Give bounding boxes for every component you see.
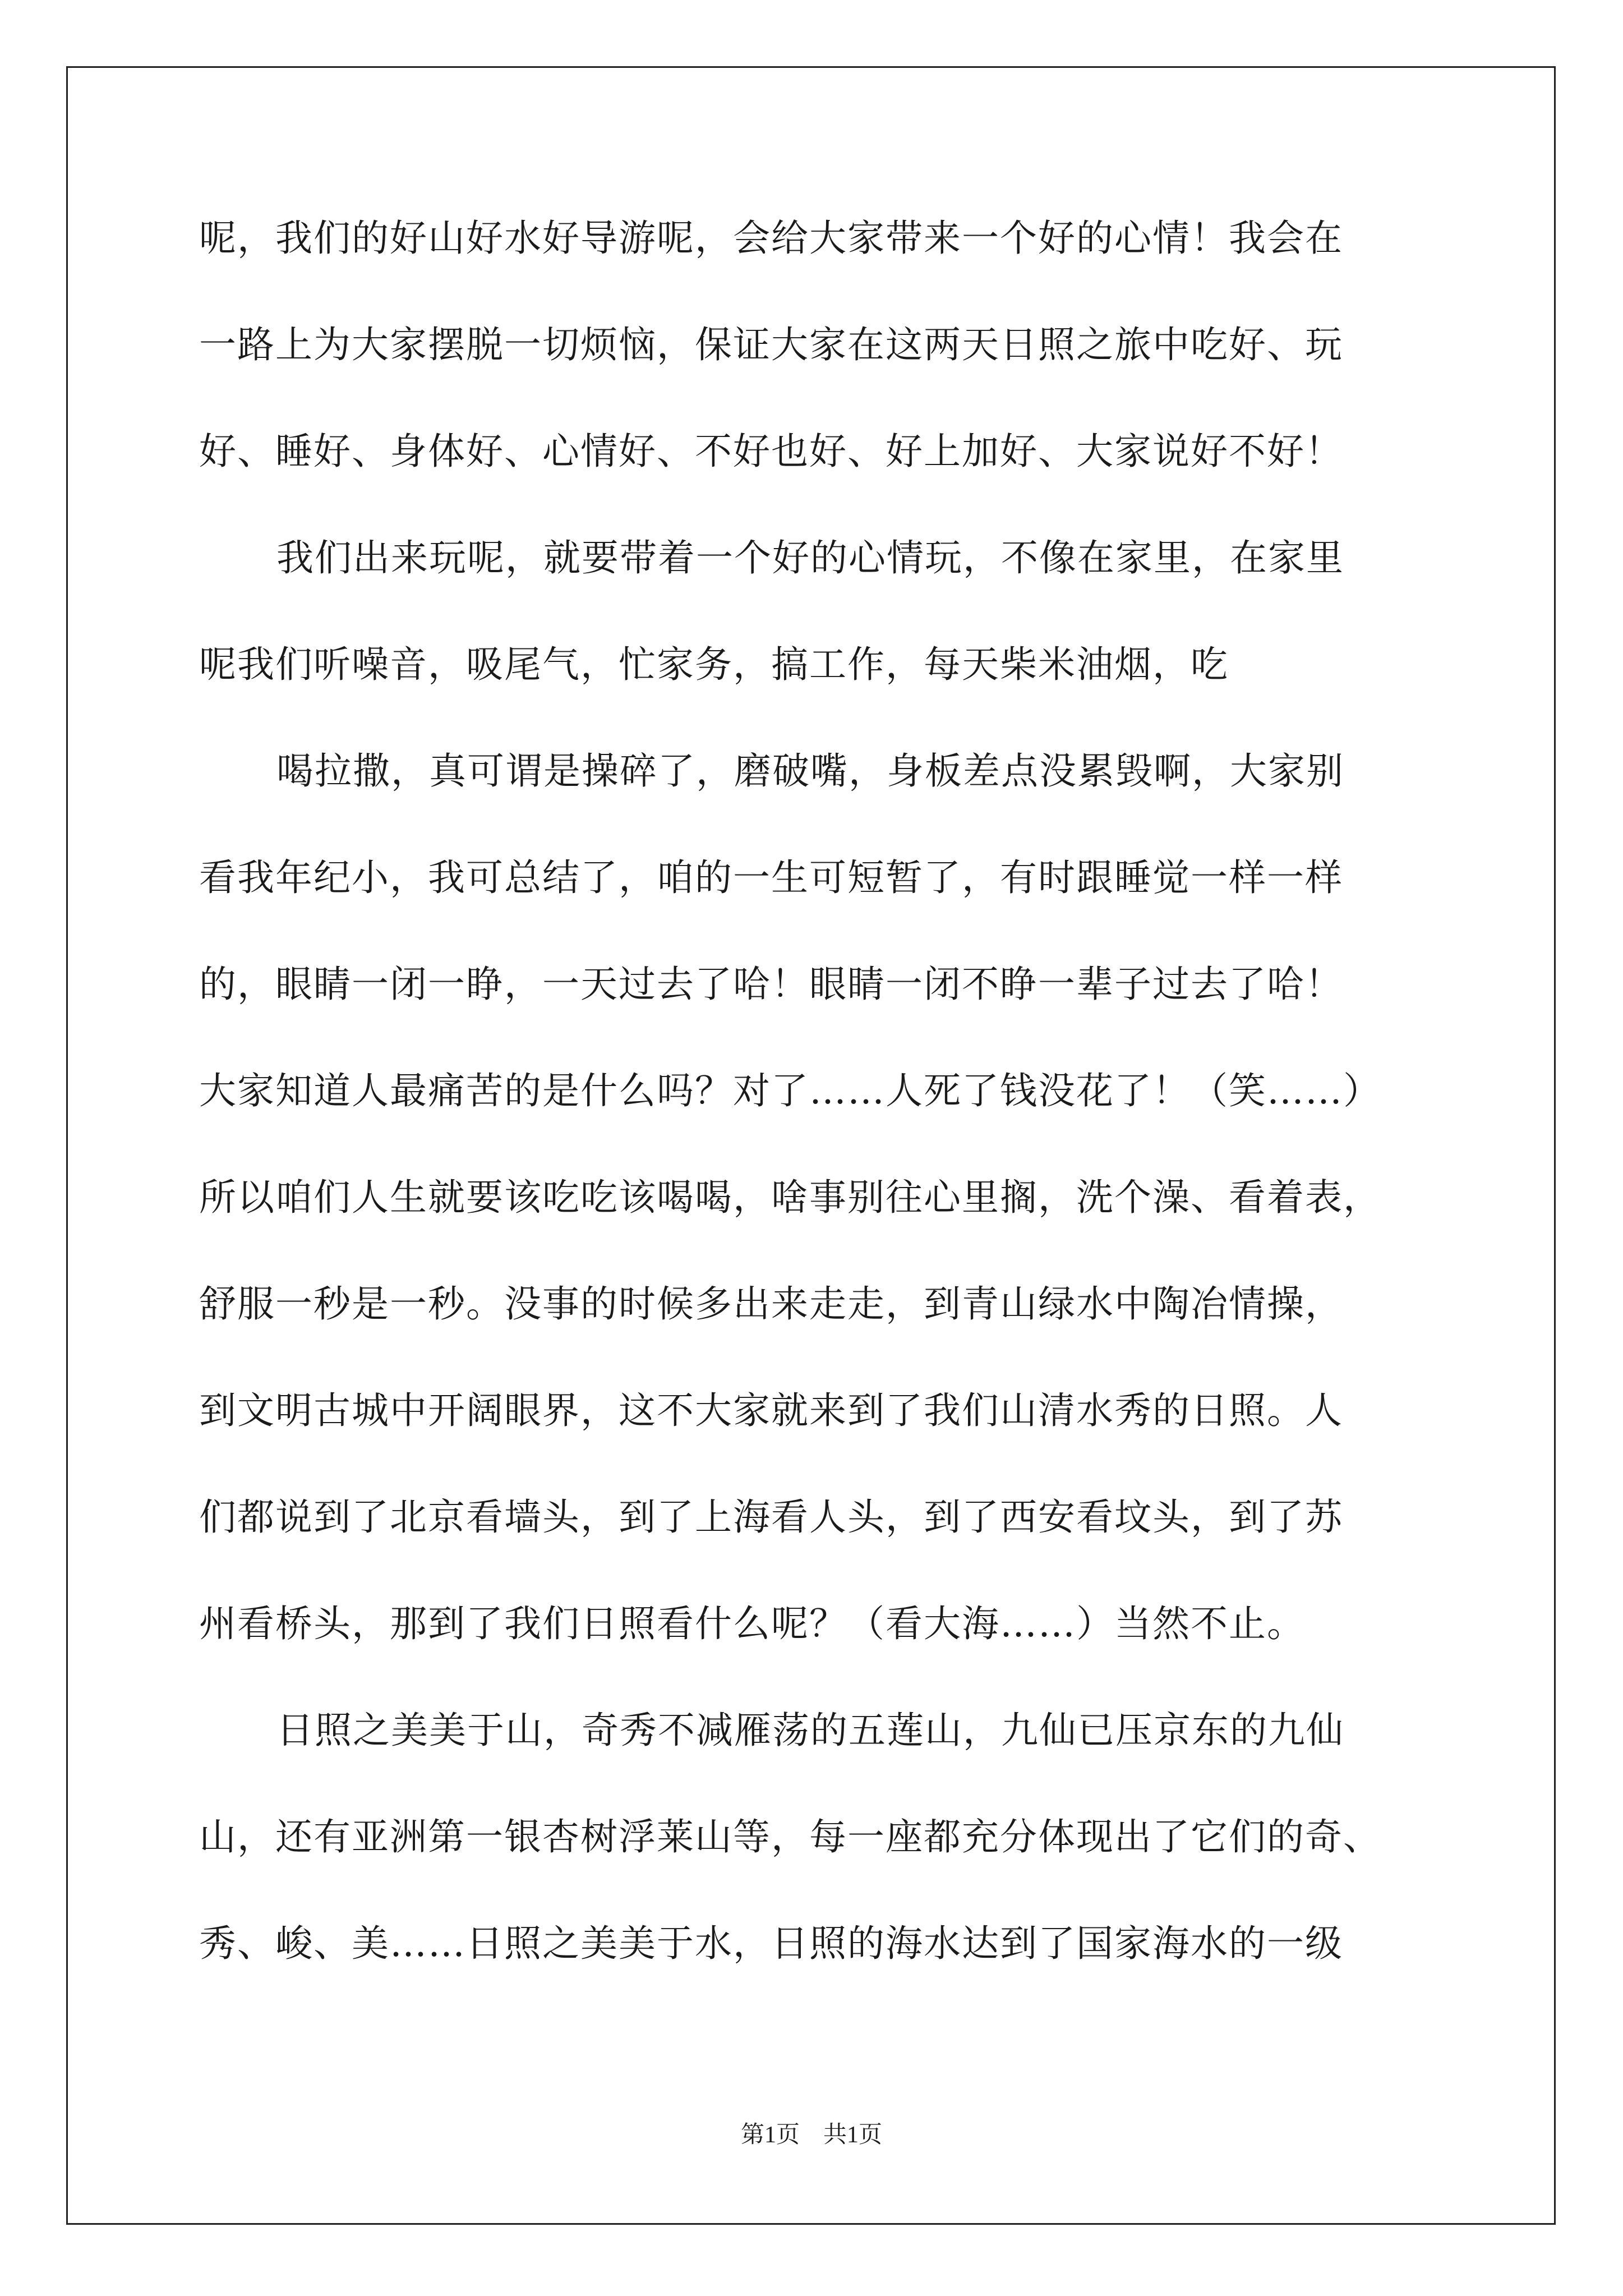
text-line: 大家知道人最痛苦的是什么吗？对了……人死了钱没花了！（笑……） bbox=[199, 1069, 1381, 1112]
text-line: 日照之美美于山，奇秀不减雁荡的五莲山，九仙已压京东的九仙 bbox=[276, 1709, 1344, 1752]
text-line: 的，眼睛一闭一睁，一天过去了哈！眼睛一闭不睁一辈子过去了哈！ bbox=[199, 963, 1343, 1006]
text-line: 到文明古城中开阔眼界，这不大家就来到了我们山清水秀的日照。人 bbox=[199, 1389, 1343, 1432]
text-line: 舒服一秒是一秒。没事的时候多出来走走，到青山绿水中陶冶情操， bbox=[199, 1282, 1343, 1326]
text-line: 呢，我们的好山好水好导游呢，会给大家带来一个好的心情！我会在 bbox=[199, 217, 1343, 260]
text-line: 喝拉撒，真可谓是操碎了，磨破嘴，身板差点没累毁啊，大家别 bbox=[276, 749, 1344, 793]
page-border bbox=[66, 66, 1556, 2225]
text-line: 们都说到了北京看墙头，到了上海看人头，到了西安看坟头，到了苏 bbox=[199, 1496, 1343, 1539]
text-line: 秀、峻、美……日照之美美于水，日照的海水达到了国家海水的一级 bbox=[199, 1922, 1343, 1965]
text-line: 一路上为大家摆脱一切烦恼，保证大家在这两天日照之旅中吃好、玩 bbox=[199, 323, 1343, 366]
text-line: 州看桥头，那到了我们日照看什么呢？（看大海……）当然不止。 bbox=[199, 1602, 1305, 1645]
text-line: 看我年纪小，我可总结了，咱的一生可短暂了，有时跟睡觉一样一样 bbox=[199, 856, 1343, 899]
page-number-footer: 第1页 共1页 bbox=[740, 2122, 882, 2148]
text-line: 所以咱们人生就要该吃吃该喝喝，啥事别往心里搁，洗个澡、看着表， bbox=[199, 1176, 1381, 1219]
text-line: 我们出来玩呢，就要带着一个好的心情玩，不像在家里，在家里 bbox=[276, 536, 1344, 579]
text-line: 呢我们听噪音，吸尾气，忙家务，搞工作，每天柴米油烟，吃 bbox=[199, 643, 1229, 686]
text-line: 山，还有亚洲第一银杏树浮莱山等，每一座都充分体现出了它们的奇、 bbox=[199, 1815, 1381, 1858]
text-line: 好、睡好、身体好、心情好、不好也好、好上加好、大家说好不好！ bbox=[199, 430, 1343, 473]
